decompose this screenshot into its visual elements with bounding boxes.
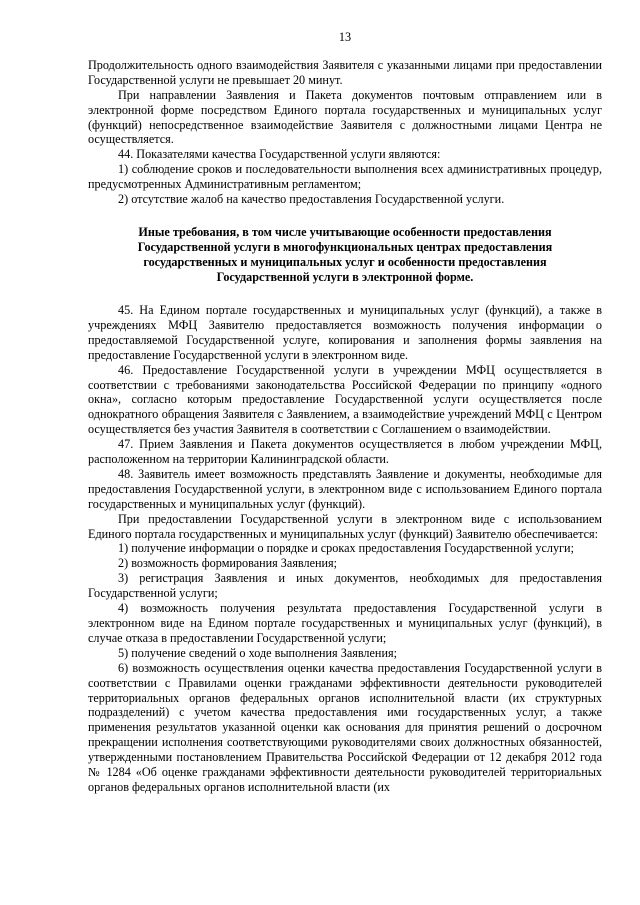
paragraph: 48. Заявитель имеет возможность представлять Заявление и документы, необходимые для предоставления Государственной услуги, в электронном виде с использованием Единого портала государственных и муниципальных услуг (функций). xyxy=(88,466,602,511)
paragraph: 1) соблюдение сроков и последовательности выполнения всех административных процедур, предусмотренных Административным регламентом; xyxy=(88,162,602,192)
paragraph: 4) возможность получения результата предоставления Государственной услуги в электронном виде на Едином портале государственных и муниципальных услуг (функций), в случае отказа в предоставлении Государственной услуги; xyxy=(88,601,602,645)
body-before-heading xyxy=(88,58,602,207)
paragraph: 47. Прием Заявления и Пакета документов осуществляется в любом учреждении МФЦ, расположенном на территории Калининградской области. xyxy=(88,437,602,467)
paragraph: 45. На Едином портале государственных и муниципальных услуг (функций), а также в учреждениях МФЦ Заявителю предоставляется возможность получения информации о предоставляемой Государственной услуге, копирования и заполнения формы заявления на предоставление Государственной услуги в электронном виде. xyxy=(88,302,602,362)
page-number: 13 xyxy=(338,30,352,44)
paragraph: 2) отсутствие жалоб на качество предоставления Государственной услуги. xyxy=(118,192,505,207)
paragraph: 5) получение сведений о ходе выполнения Заявления; xyxy=(118,645,397,660)
document-page xyxy=(88,30,602,795)
paragraph: 44. Показателями качества Государственной услуги являются: xyxy=(118,147,441,162)
section-heading: Иные требования, в том числе учитывающие особенности предоставления Государственной услуги в многофункциональных центрах предоставления государственных и муниципальных услуг и особенности предоставления Государственной услуги в электронной форме. xyxy=(137,224,553,284)
paragraph: 3) регистрация Заявления и иных документов, необходимых для предоставления Государственной услуги; xyxy=(88,571,602,601)
paragraph: При предоставлении Государственной услуги в электронном виде с использованием Единого портала государственных и муниципальных услуг (функций) Заявителю обеспечивается: xyxy=(88,511,602,541)
paragraph: 6) возможность осуществления оценки качества предоставления Государственной услуги в соответствии с Правилами оценки гражданами эффективности деятельности руководителей территориальных органов федеральных органов исполнительной власти (их структурных подразделений) с учетом качества предоставления ими государственных услуг, а также применения результатов указанной оценки как основания для принятия решений о досрочном прекращении исполнения соответствующими руководителями своих должностных обязанностей, утвержденными постановлением Правительства Российской Федерации от 12 декабря 2012 года № 1284 «Об оценке гражданами эффективности деятельности руководителей территориальных органов федеральных органов исполнительной власти (их xyxy=(88,660,602,794)
paragraph: 46. Предоставление Государственной услуги в учреждении МФЦ осуществляется в соответствии с требованиями законодательства Российской Федерации по принципу «одного окна», согласно которым предоставление Государственной услуги осуществляется после однократного обращения Заявителя с Заявлением, а взаимодействие учреждений МФЦ с Центром осуществляется без участия Заявителя в соответствии с Соглашением о взаимодействии. xyxy=(88,362,602,437)
paragraph: 1) получение информации о порядке и сроках предоставления Государственной услуги; xyxy=(118,541,574,556)
paragraph: При направлении Заявления и Пакета документов почтовым отправлением или в электронной форме посредством Единого портала государственных и муниципальных услуг (функций) непосредственное взаимодействие Заявителя с должностными лицами Центра не осуществляется. xyxy=(88,87,602,147)
body-after-heading xyxy=(88,303,602,795)
paragraph: Продолжительность одного взаимодействия Заявителя с указанными лицами при предоставлении Государственной услуги не превышает 20 минут. xyxy=(88,57,602,87)
paragraph: 2) возможность формирования Заявления; xyxy=(118,556,338,571)
